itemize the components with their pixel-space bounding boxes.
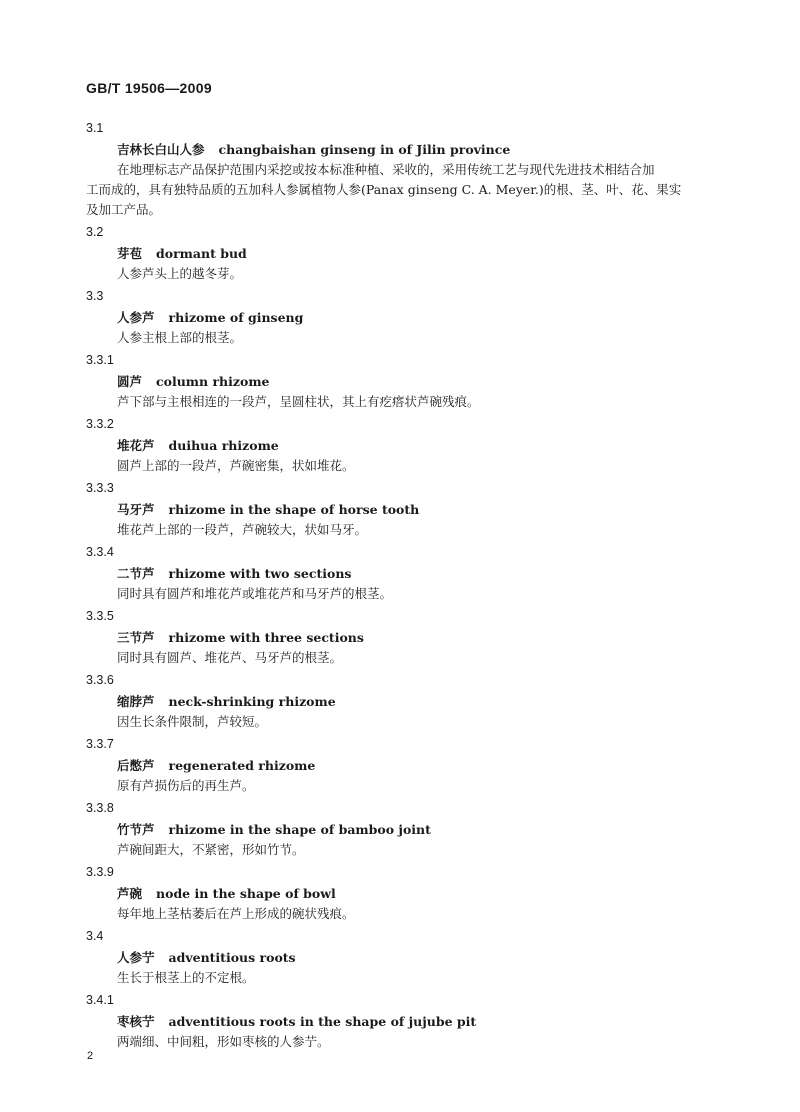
term-heading <box>117 372 726 392</box>
standard-number: GB/T 19506—2009 <box>86 80 212 96</box>
term-heading <box>117 756 726 776</box>
term-list <box>86 116 726 1052</box>
term-english: node in the shape of bowl <box>156 886 336 901</box>
term-english: rhizome with three sections <box>168 630 364 645</box>
clause-number: 3.3.4 <box>86 545 114 559</box>
term-chinese: 芽苞 <box>117 246 143 261</box>
term-english: column rhizome <box>156 374 270 389</box>
term-definition-line: 人参主根上部的根茎。 <box>117 330 243 345</box>
term-definition-line: 两端细、中间粗，形如枣核的人参艼。 <box>117 1034 330 1049</box>
term-definition-line: 在地理标志产品保护范围内采挖或按本标准种植、采收的，采用传统工艺与现代先进技术相结合加 <box>117 162 655 177</box>
term-chinese: 芦碗 <box>117 886 143 901</box>
term-heading <box>117 628 726 648</box>
term-entry <box>86 988 726 1052</box>
term-entry <box>86 732 726 796</box>
term-english: changbaishan ginseng in of Jilin province <box>218 142 511 157</box>
term-heading <box>117 436 726 456</box>
term-definition-line: 同时具有圆芦、堆花芦、马牙芦的根茎。 <box>117 650 343 665</box>
term-heading <box>117 244 726 264</box>
term-heading <box>117 692 726 712</box>
term-chinese: 人参艼 <box>117 950 155 965</box>
term-chinese: 枣核艼 <box>117 1014 155 1029</box>
term-definition-line: 堆花芦上部的一段芦，芦碗较大，状如马牙。 <box>117 522 368 537</box>
clause-number: 3.3.8 <box>86 801 114 815</box>
clause-number: 3.3.9 <box>86 865 114 879</box>
term-entry <box>86 220 726 284</box>
term-heading <box>117 820 726 840</box>
term-definition-line: 生长于根茎上的不定根。 <box>117 970 255 985</box>
clause-number: 3.1 <box>86 121 104 135</box>
term-entry <box>86 476 726 540</box>
term-entry <box>86 924 726 988</box>
clause-number: 3.3.2 <box>86 417 114 431</box>
term-entry <box>86 604 726 668</box>
term-chinese: 堆花芦 <box>117 438 155 453</box>
term-chinese: 后憋芦 <box>117 758 155 773</box>
clause-number: 3.3.3 <box>86 481 114 495</box>
term-entry <box>86 284 726 348</box>
clause-number: 3.3.1 <box>86 353 114 367</box>
term-definition-line: 每年地上茎枯萎后在芦上形成的碗状残痕。 <box>117 906 355 921</box>
term-chinese: 三节芦 <box>117 630 155 645</box>
term-english: rhizome in the shape of bamboo joint <box>168 822 431 837</box>
term-definition-line: 因生长条件限制，芦较短。 <box>117 714 268 729</box>
term-heading <box>117 884 726 904</box>
term-entry <box>86 796 726 860</box>
term-english: dormant bud <box>156 246 247 261</box>
term-entry <box>86 348 726 412</box>
clause-number: 3.4 <box>86 929 104 943</box>
term-chinese: 缩脖芦 <box>117 694 155 709</box>
clause-number: 3.3.7 <box>86 737 114 751</box>
clause-number: 3.3.6 <box>86 673 114 687</box>
term-definition-line: 芦碗间距大，不紧密，形如竹节。 <box>117 842 305 857</box>
term-english: duihua rhizome <box>168 438 279 453</box>
term-chinese: 马牙芦 <box>117 502 155 517</box>
term-chinese: 竹节芦 <box>117 822 155 837</box>
page-number: 2 <box>87 1050 94 1062</box>
term-chinese: 人参芦 <box>117 310 155 325</box>
term-english: adventitious roots in the shape of jujube pit <box>168 1014 477 1029</box>
term-english: neck-shrinking rhizome <box>168 694 336 709</box>
term-english: regenerated rhizome <box>168 758 316 773</box>
term-english: rhizome in the shape of horse tooth <box>168 502 420 517</box>
clause-number: 3.2 <box>86 225 104 239</box>
term-entry <box>86 860 726 924</box>
term-definition-line: 工而成的，具有独特品质的五加科人参属植物人参(Panax ginseng C. A. Meyer.)的根、茎、叶、花、果实 <box>86 182 682 197</box>
term-chinese: 吉林长白山人参 <box>117 142 205 157</box>
term-heading <box>117 1012 726 1032</box>
term-entry <box>86 540 726 604</box>
term-heading <box>117 308 726 328</box>
term-entry <box>86 412 726 476</box>
term-english: adventitious roots <box>168 950 296 965</box>
term-heading <box>117 500 726 520</box>
clause-number: 3.3.5 <box>86 609 114 623</box>
term-entry <box>86 668 726 732</box>
term-definition-line: 人参芦头上的越冬芽。 <box>117 266 243 281</box>
term-chinese: 圆芦 <box>117 374 143 389</box>
term-heading <box>117 140 726 160</box>
term-english: rhizome with two sections <box>168 566 352 581</box>
term-english: rhizome of ginseng <box>168 310 304 325</box>
term-heading <box>117 948 726 968</box>
term-heading <box>117 564 726 584</box>
term-definition-line: 原有芦损伤后的再生芦。 <box>117 778 255 793</box>
clause-number: 3.3 <box>86 289 104 303</box>
term-entry <box>86 116 726 220</box>
term-definition-line: 及加工产品。 <box>86 202 162 217</box>
term-chinese: 二节芦 <box>117 566 155 581</box>
term-definition-line: 圆芦上部的一段芦，芦碗密集，状如堆花。 <box>117 458 355 473</box>
term-definition-line: 芦下部与主根相连的一段芦，呈圆柱状，其上有疙瘩状芦碗残痕。 <box>117 394 480 409</box>
term-definition-line: 同时具有圆芦和堆花芦或堆花芦和马牙芦的根茎。 <box>117 586 393 601</box>
clause-number: 3.4.1 <box>86 993 114 1007</box>
